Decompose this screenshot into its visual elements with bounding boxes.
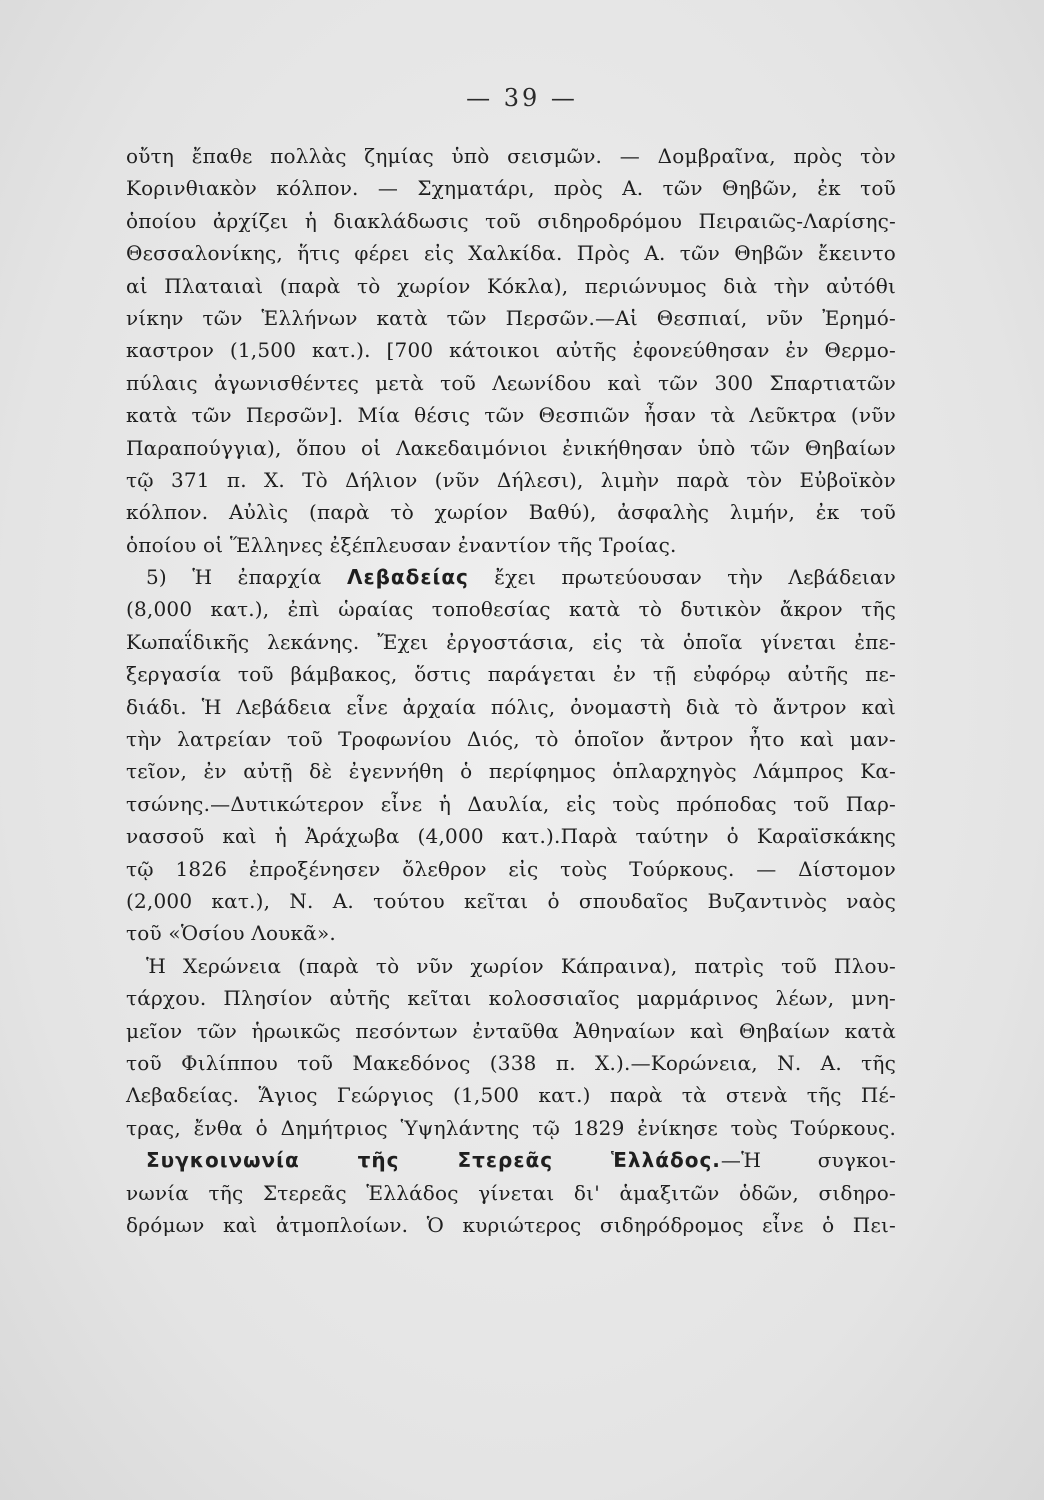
text-line: διάδι. Ἡ Λεβάδεια εἶνε ἀρχαία πόλις, ὀνομαστὴ διὰ τὸ ἄντρον καὶ (126, 694, 896, 719)
section-heading (126, 1144, 896, 1176)
text-line: πύλαις ἀγωνισθέντες μετὰ τοῦ Λεωνίδου καὶ τῶν 300 Σπαρτιατῶν (126, 370, 896, 395)
text-line: τὴν λατρείαν τοῦ Τροφωνίου Διός, τὸ ὁποῖον ἄντρον ἦτο καὶ μαν- (126, 727, 896, 752)
text-line: Θεσσαλονίκης, ἥτις φέρει εἰς Χαλκίδα. Πρὸς Α. τῶν Θηβῶν ἔκειντο (126, 241, 896, 266)
text-line: τεῖον, ἐν αὐτῇ δὲ ἐγεννήθη ὁ περίφημος ὁπλαρχηγὸς Λάμπρος Κα- (126, 759, 896, 784)
paragraph-5-suffix: ἔχει πρωτεύουσαν τὴν Λεβάδειαν (468, 565, 897, 590)
text-line: νωνία τῆς Στερεᾶς Ἑλλάδος γίνεται δι' ἁμαξιτῶν ὁδῶν, σιδηρο- (126, 1180, 896, 1205)
text-line: τῷ 371 π. Χ. Τὸ Δήλιον (νῦν Δήλεσι), λιμὴν παρὰ τὸν Εὐβοϊκὸν (126, 467, 896, 492)
text-line: Κορινθιακὸν κόλπον. — Σχηματάρι, πρὸς Α. τῶν Θηβῶν, ἐκ τοῦ (126, 176, 896, 201)
text-line: ξεργασία τοῦ βάμβακος, ὅστις παράγεται ἐν τῇ εὐφόρῳ αὐτῆς πε- (126, 662, 896, 687)
text-line: αἱ Πλαταιαὶ (παρὰ τὸ χωρίον Κόκλα), περιώνυμος διὰ τὴν αὐτόθι (126, 273, 896, 298)
text-line: τσώνης.—Δυτικώτερον εἶνε ἡ Δαυλία, εἰς τοὺς πρόποδας τοῦ Παρ- (126, 791, 896, 816)
paragraph-5-heading (126, 561, 896, 593)
text-line: τρας, ἔνθα ὁ Δημήτριος Ὑψηλάντης τῷ 1829 ἐνίκησε τοὺς Τούρκους. (126, 1115, 896, 1140)
text-line: Ἡ Χερώνεια (παρὰ τὸ νῦν χωρίον Κάπραινα), πατρὶς τοῦ Πλου- (146, 953, 896, 978)
text-line: οὔτη ἔπαθε πολλὰς ζημίας ὑπὸ σεισμῶν. — Δομβραῖνα, πρὸς τὸν (126, 144, 896, 168)
text-line: καστρον (1,500 κατ.). [700 κάτοικοι αὐτῆς ἐφονεύθησαν ἐν Θερμο- (126, 338, 896, 363)
text-line: τάρχου. Πλησίον αὐτῆς κεῖται κολοσσιαῖος μαρμάρινος λέων, μνη- (126, 986, 896, 1011)
text-line: μεῖον τῶν ἡρωικῶς πεσόντων ἐνταῦθα Ἀθηναίων καὶ Θηβαίων κατὰ (126, 1018, 896, 1043)
text-line: κατὰ τῶν Περσῶν]. Μία θέσις τῶν Θεσπιῶν ἦσαν τὰ Λεῦκτρα (νῦν (126, 403, 896, 428)
text-line: νίκην τῶν Ἑλλήνων κατὰ τῶν Περσῶν.—Αἱ Θεσπιαί, νῦν Ἐρημό- (126, 305, 896, 330)
text-line: τοῦ Φιλίππου τοῦ Μακεδόνος (338 π. Χ.).—Κορώνεια, Ν. Α. τῆς (126, 1050, 896, 1075)
text-line: νασσοῦ καὶ ἡ Ἀράχωβα (4,000 κατ.).Παρὰ ταύτην ὁ Καραϊσκάκης (126, 824, 896, 849)
text-line: ὁποίου οἱ Ἕλληνες ἐξέπλευσαν ἐναντίον τῆς Τροίας. (126, 532, 677, 557)
text-line: (8,000 κατ.), ἐπὶ ὡραίας τοποθεσίας κατὰ τὸ δυτικὸν ἄκρον τῆς (126, 597, 896, 622)
text-line: (2,000 κατ.), Ν. Α. τούτου κεῖται ὁ σπουδαῖος Βυζαντινὸς ναὸς (126, 888, 896, 913)
text-line: ὁποίου ἀρχίζει ἡ διακλάδωσις τοῦ σιδηροδρόμου Πειραιῶς-Λαρίσης- (126, 208, 896, 233)
paragraph-5-bold-term: Λεβαδείας (346, 565, 469, 590)
text-line: τοῦ «Ὁσίου Λουκᾶ». (126, 921, 336, 946)
text-line: Κωπαΐδικῆς λεκάνης. Ἔχει ἐργοστάσια, εἰς τὰ ὁποῖα γίνεται ἐπε- (126, 629, 896, 654)
text-line: δρόμων καὶ ἀτμοπλοίων. Ὁ κυριώτερος σιδηρόδρομος εἶνε ὁ Πει- (126, 1212, 896, 1237)
body-text (126, 140, 896, 1241)
text-line: κόλπον. Αὐλὶς (παρὰ τὸ χωρίον Βαθύ), ἀσφαλὴς λιμήν, ἐκ τοῦ (126, 500, 896, 525)
text-line: Λεβαδείας. Ἅγιος Γεώργιος (1,500 κατ.) παρὰ τὰ στενὰ τῆς Πέ- (126, 1083, 896, 1108)
text-line: Παραπούγγια), ὅπου οἱ Λακεδαιμόνιοι ἐνικήθησαν ὑπὸ τῶν Θηβαίων (126, 435, 896, 460)
paragraph-5-prefix: 5) Ἡ ἐπαρχία (146, 565, 347, 590)
text-line: τῷ 1826 ἐπροξένησεν ὄλεθρον εἰς τοὺς Τούρκους. — Δίστομον (126, 856, 896, 881)
section-suffix: —Ἡ συγκοι- (720, 1148, 897, 1173)
page-number: — 39 — (466, 84, 578, 112)
section-title: Συγκοινωνία τῆς Στερεᾶς Ἑλλάδος. (146, 1148, 721, 1173)
